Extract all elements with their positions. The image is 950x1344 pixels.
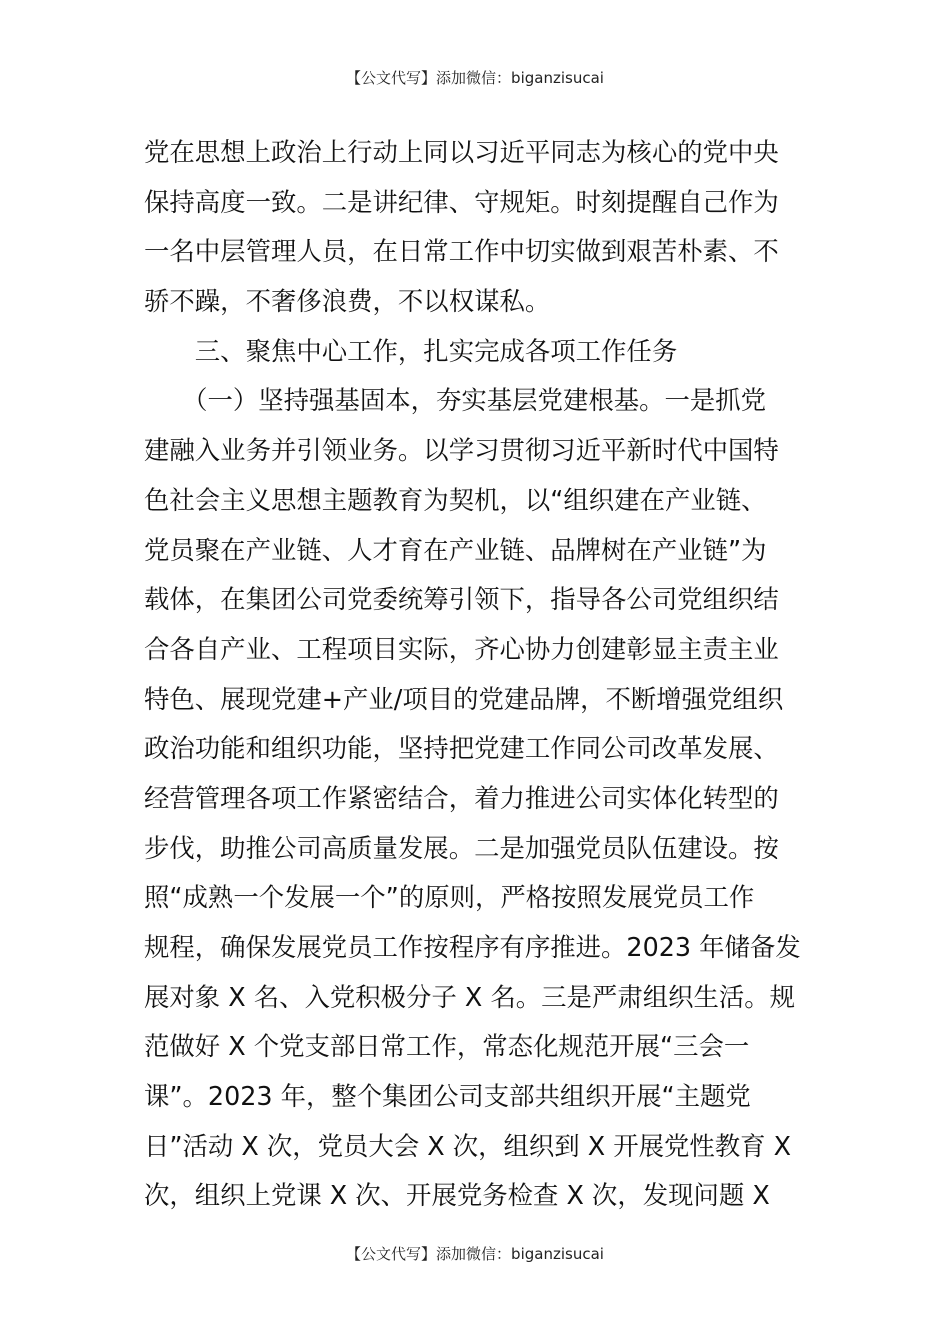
body-line: 经营管理各项工作紧密结合，着力推进公司实体化转型的 xyxy=(144,782,779,813)
body-line: 范做好 X 个党支部日常工作，常态化规范开展“三会一 xyxy=(144,1031,750,1062)
body-line: 日”活动 X 次，党员大会 X 次，组织到 X 开展党性教育 X xyxy=(144,1130,792,1161)
body-line: 骄不躁，不奢侈浪费，不以权谋私。 xyxy=(144,286,551,317)
body-line: 课”。2023 年，整个集团公司支部共组织开展“主题党 xyxy=(144,1081,751,1112)
body-line: 规程，确保发展党员工作按程序有序推进。2023 年储备发 xyxy=(144,932,801,962)
page-footer: 【公文代写】添加微信：biganzisucai xyxy=(346,1245,604,1263)
body-line: 载体，在集团公司党委统筹引领下，指导各公司党组织结 xyxy=(144,584,779,615)
body-line: 保持高度一致。二是讲纪律、守规矩。时刻提醒自己作为 xyxy=(144,186,779,217)
body-line: 党员聚在产业链、人才育在产业链、品牌树在产业链”为 xyxy=(144,534,767,565)
body-line: 一名中层管理人员，在日常工作中切实做到艰苦朴素、不 xyxy=(144,236,779,267)
body-line: 建融入业务并引领业务。以学习贯彻习近平新时代中国特 xyxy=(144,435,779,466)
body-line: 展对象 X 名、入党积极分子 X 名。三是严肃组织生活。规 xyxy=(144,981,796,1012)
body-line: 步伐，助推公司高质量发展。二是加强党员队伍建设。按 xyxy=(144,832,779,863)
body-line: 合各自产业、工程项目实际，齐心协力创建彰显主责主业 xyxy=(144,633,779,664)
body-line: 政治功能和组织功能，坚持把党建工作同公司改革发展、 xyxy=(144,733,779,764)
section-heading: 三、聚焦中心工作，扎实完成各项工作任务 xyxy=(144,335,678,366)
page-header: 【公文代写】添加微信：biganzisucai xyxy=(346,69,604,87)
document-body xyxy=(144,128,808,1221)
body-line: 照“成熟一个发展一个”的原则，严格按照发展党员工作 xyxy=(144,882,755,913)
body-line: 特色、展现党建+产业/项目的党建品牌，不断增强党组织 xyxy=(144,683,784,714)
body-line: 党在思想上政治上行动上同以习近平同志为核心的党中央 xyxy=(144,137,779,167)
body-line: 色社会主义思想主题教育为契机，以“组织建在产业链、 xyxy=(144,484,767,515)
body-line: （一）坚持强基固本，夯实基层党建根基。一是抓党 xyxy=(144,385,767,416)
body-line: 次，组织上党课 X 次、开展党务检查 X 次，发现问题 X xyxy=(144,1180,770,1211)
